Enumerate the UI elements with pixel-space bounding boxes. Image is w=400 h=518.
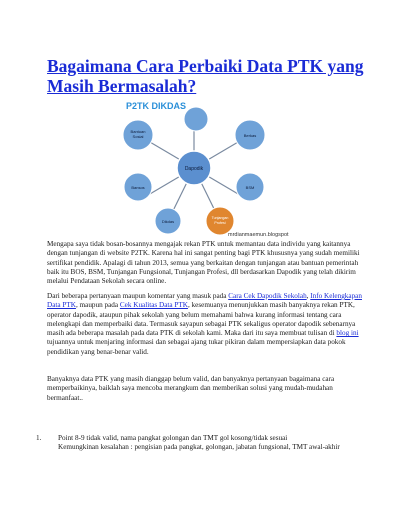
paragraph-2-text-3: , maupun pada — [75, 301, 120, 310]
paragraph-2-text-5: tujuannya untuk menjaring informasi dan sebagai ajang tukar pikiran dalam mempersiapkan data pokok pendidikan yang benar-benar valid. — [47, 338, 346, 356]
svg-text:Profesi: Profesi — [214, 221, 226, 225]
list-item-line-2: Kemungkinan kesalahan : pengisian pada pangkat, golongan, jabatan fungsional, TMT awal-akhir — [58, 443, 340, 452]
diagram-caption: mrdianmaemun.blogspot — [228, 232, 289, 238]
paragraph-2-text-2: , — [306, 292, 311, 300]
link-blog-ini[interactable]: blog ini — [336, 329, 359, 338]
node-top — [184, 107, 208, 131]
paragraph-2 — [47, 292, 363, 357]
paragraph-2-text-4: , kesemuanya menunjukkan masih banyaknya rekan PTK, operator dapodik, ataupun pihak sekolah yang belum memahami bahwa kurang informasi tentang cara melengkapi dan memperbaiki data. Termasuk sayapun sebagai PTK sekaligus operator dapodik sebenarnya masih ada beberapa masalah pada data PTK di sekolah kami. Maka dari itu saya membuat tulisan di — [47, 301, 356, 338]
link-cara-cek-dapodik[interactable]: Cara Cek Dapodik Sekolah — [228, 292, 307, 300]
paragraph-3: Banyaknya data PTK yang masih dianggap belum valid, dan banyaknya pertanyaan bagaimana cara memperbaikinya, baiklah saya mencoba merangkum dan memberikan solusi yang mudah-mudahan bermanfaat.. — [47, 375, 335, 402]
node-left — [124, 173, 152, 201]
svg-text:Bantuan: Bantuan — [130, 129, 146, 134]
diagram-heading: P2TK DIKDAS — [126, 101, 187, 111]
svg-text:Tunjangan: Tunjangan — [211, 216, 229, 220]
svg-text:Berkas: Berkas — [243, 133, 257, 138]
article-title[interactable]: Bagaimana Cara Perbaiki Data PTK yang Masih Bermasalah? — [47, 56, 364, 96]
node-bsm — [236, 173, 264, 201]
problem-list — [18, 434, 358, 453]
link-info-kelengkapan[interactable]: Info Kelengkapan Data PTK — [47, 292, 362, 310]
link-cek-kualitas[interactable]: Cek Kualitas Data PTK — [119, 301, 188, 310]
node-berkas — [235, 120, 265, 150]
list-item-line-1: Point 8-9 tidak valid, nama pangkat golongan dan TMT gol kosong/tidak sesuai — [58, 434, 288, 442]
paragraph-1: Mengapa saya tidak bosan-bosannya mengajak rekan PTK untuk memantau data individu yang kaitannya dengan tunjangan di website P2TK. Karena hal ini sangat penting bagi PTK khususnya yang sudah memiliki sertifikat pendidik. Apalagi di tahun 2013, semua yang berkaitan dengan tunjangan atau bantuan pemerintah baik itu BOS, BSM, Tunjangan Fungsional, Tunjangan Profesi, dll berdasarkan Dapodik yang telah dikirim melalui Pendataan Sekolah secara online. — [47, 240, 360, 286]
diagram-graphic — [96, 97, 292, 239]
node-tunjangan — [206, 207, 234, 235]
p2tk-diagram — [96, 97, 292, 239]
paragraph-2-text-1: Dari beberapa pertanyaan maupun komentar yang masuk pada — [47, 292, 229, 300]
node-dikdas — [155, 208, 181, 234]
node-bantuan — [123, 120, 153, 150]
list-item-number: 1. — [36, 434, 42, 442]
node-center — [177, 151, 211, 185]
svg-text:Bansos: Bansos — [131, 185, 145, 190]
svg-text:BSM: BSM — [245, 185, 255, 190]
svg-text:Dikdas: Dikdas — [161, 219, 175, 224]
svg-text:Sosial: Sosial — [132, 134, 144, 139]
svg-text:Dapodik: Dapodik — [184, 166, 204, 172]
list-item — [18, 434, 358, 453]
